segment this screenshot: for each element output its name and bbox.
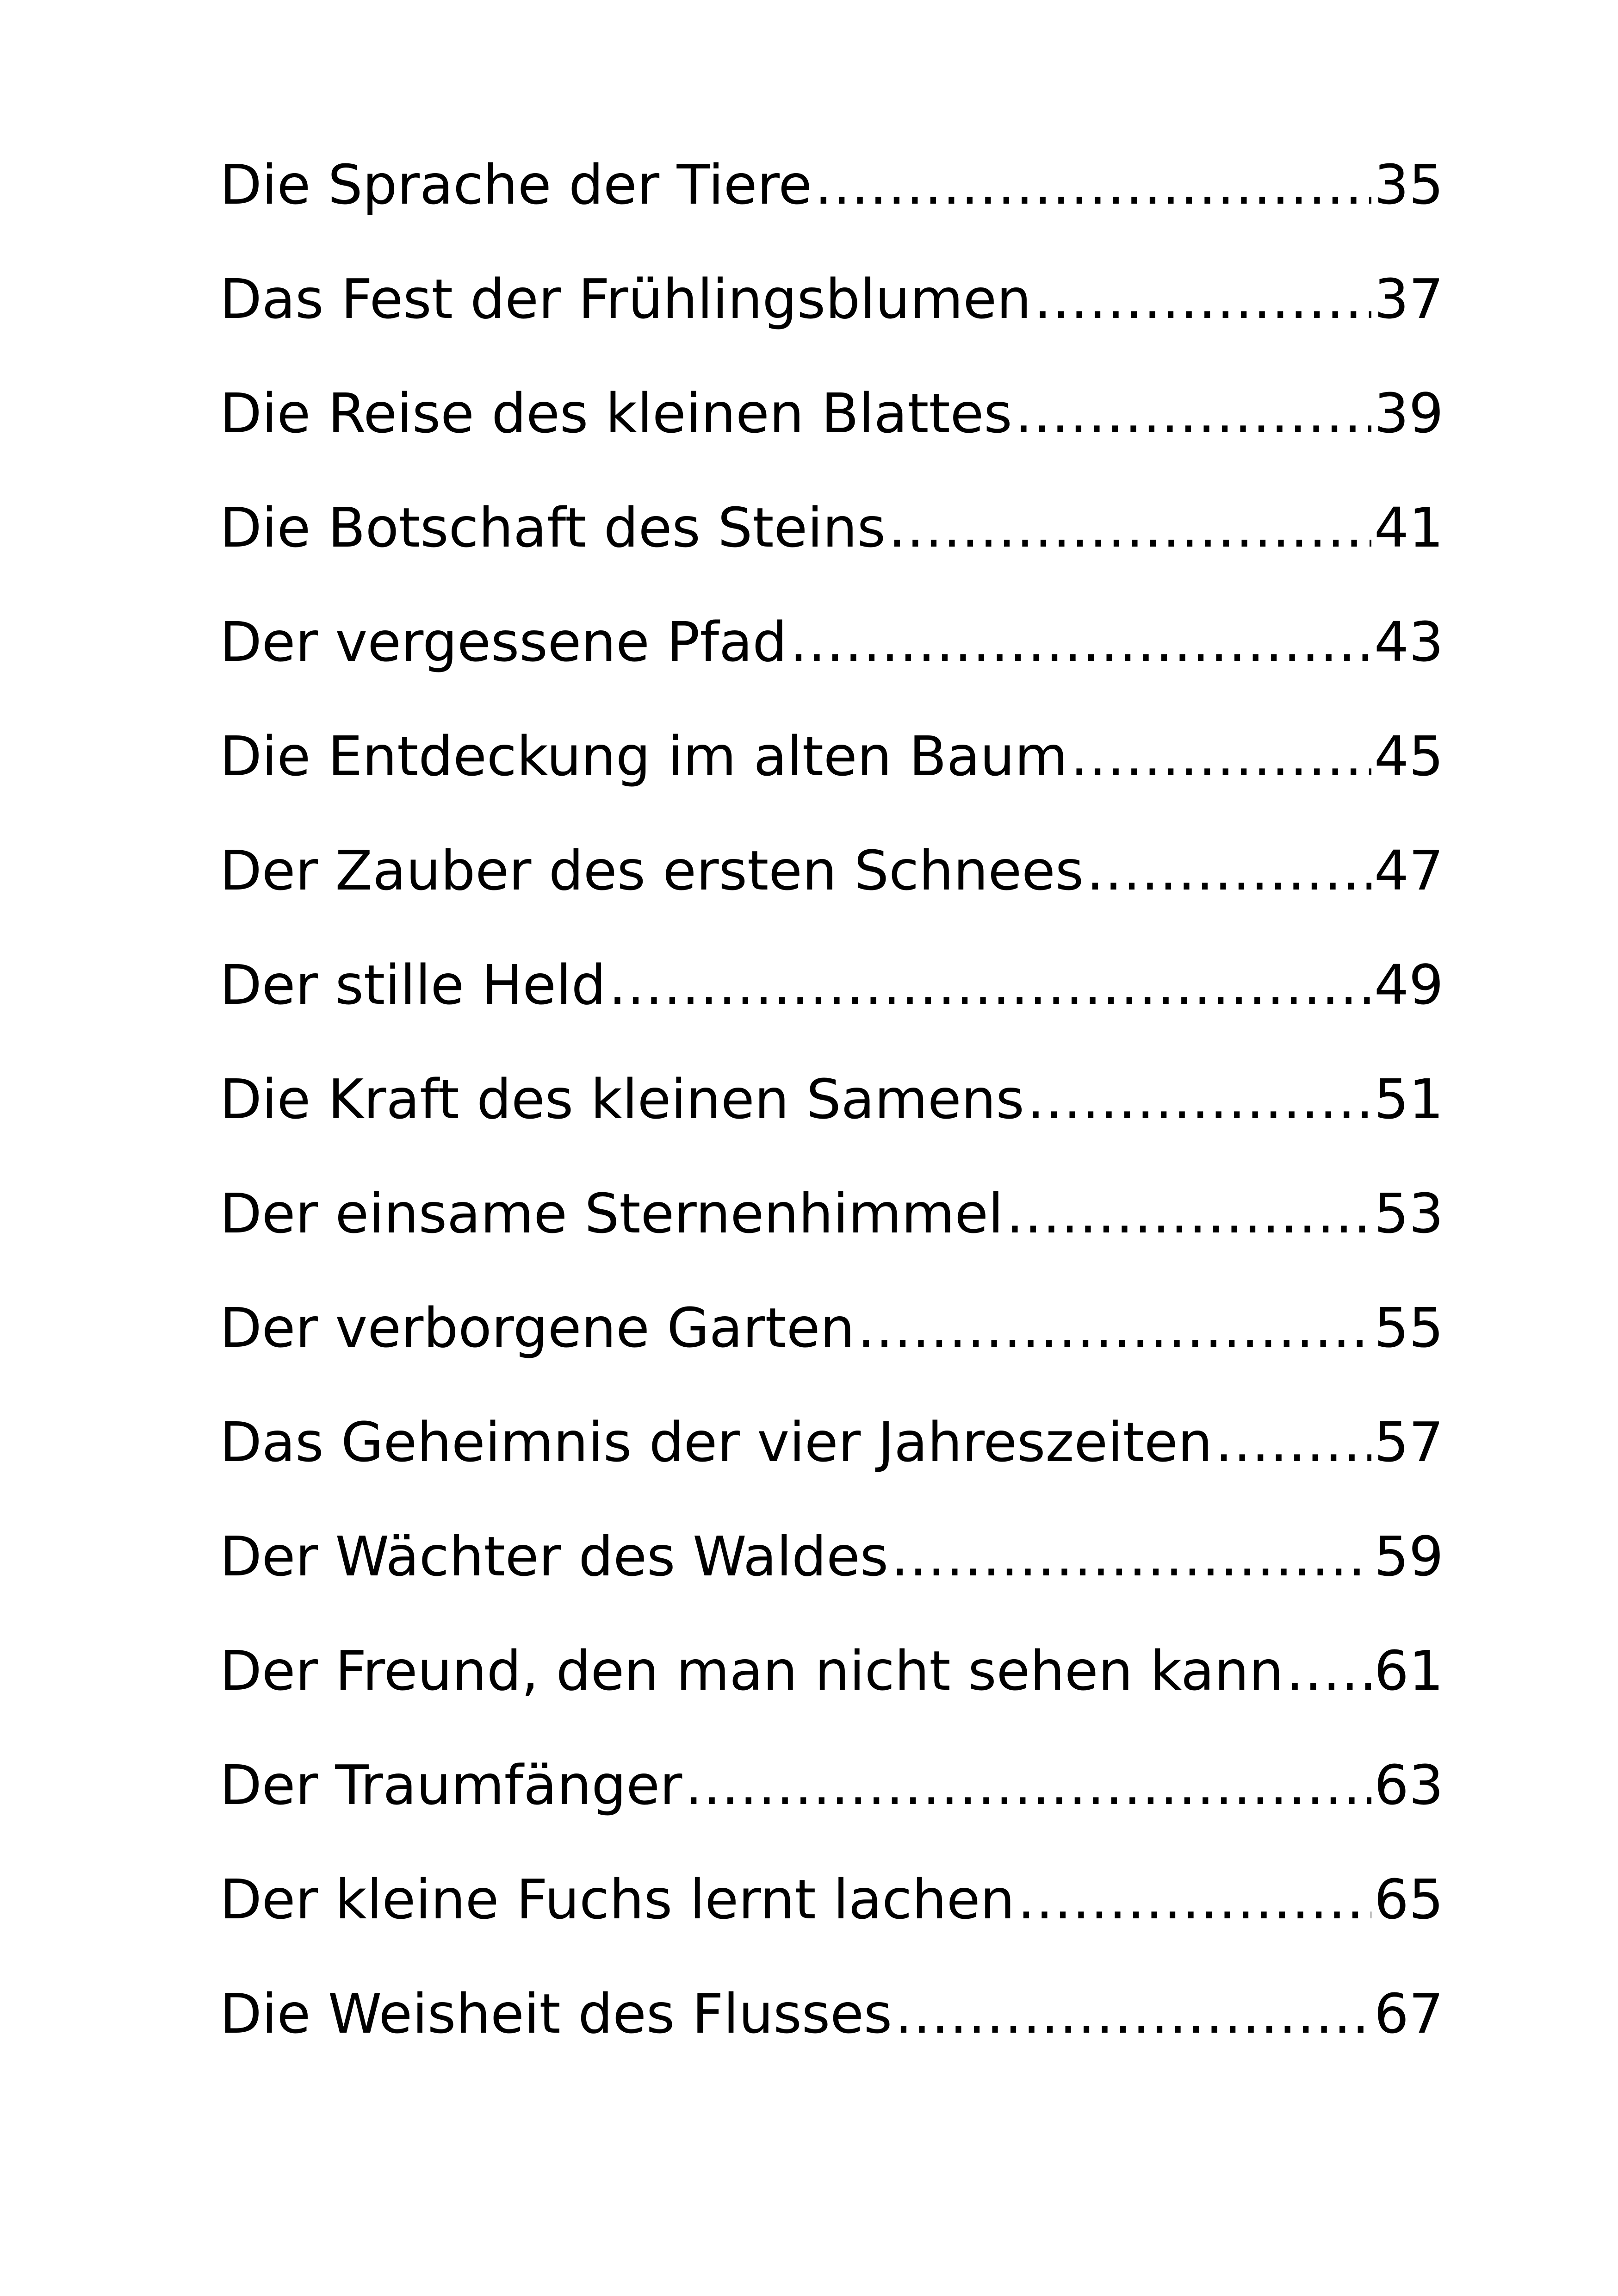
toc-dot-leader bbox=[1071, 729, 1371, 784]
toc-entry-title: Die Sprache der Tiere bbox=[220, 153, 812, 217]
toc-entry-page-number: 51 bbox=[1374, 1067, 1444, 1131]
toc-entry-title: Die Weisheit des Flusses bbox=[220, 1982, 893, 2046]
toc-dot-leader bbox=[1027, 1072, 1371, 1126]
toc-entry bbox=[220, 953, 1444, 1067]
toc-entry bbox=[220, 1753, 1444, 1867]
toc-entry-title: Der verborgene Garten bbox=[220, 1296, 855, 1360]
toc-entry-page-number: 45 bbox=[1374, 724, 1444, 788]
toc-entry-page-number: 67 bbox=[1374, 1982, 1444, 2046]
toc-entry bbox=[220, 1982, 1444, 2096]
toc-entry bbox=[220, 381, 1444, 496]
toc-dot-leader bbox=[895, 1986, 1371, 2041]
table-of-contents bbox=[220, 153, 1444, 2096]
toc-entry-page-number: 57 bbox=[1374, 1410, 1444, 1474]
toc-entry-page-number: 37 bbox=[1374, 267, 1444, 331]
toc-dot-leader bbox=[857, 1300, 1371, 1355]
toc-dot-leader bbox=[609, 958, 1371, 1012]
toc-entry bbox=[220, 610, 1444, 724]
toc-entry-title: Der vergessene Pfad bbox=[220, 610, 787, 674]
toc-entry bbox=[220, 839, 1444, 953]
toc-entry-page-number: 47 bbox=[1374, 839, 1444, 902]
toc-entry-title: Der Freund, den man nicht sehen kann bbox=[220, 1639, 1284, 1703]
toc-entry-page-number: 53 bbox=[1374, 1182, 1444, 1245]
toc-dot-leader bbox=[685, 1758, 1371, 1812]
toc-entry-page-number: 55 bbox=[1374, 1296, 1444, 1360]
toc-entry-page-number: 49 bbox=[1374, 953, 1444, 1017]
toc-entry-page-number: 63 bbox=[1374, 1753, 1444, 1817]
toc-entry-page-number: 41 bbox=[1374, 496, 1444, 560]
toc-dot-leader bbox=[790, 615, 1371, 669]
toc-entry bbox=[220, 496, 1444, 610]
toc-dot-leader bbox=[888, 500, 1371, 555]
toc-dot-leader bbox=[1086, 843, 1371, 898]
toc-entry bbox=[220, 1182, 1444, 1296]
toc-entry-title: Der kleine Fuchs lernt lachen bbox=[220, 1867, 1015, 1931]
toc-entry-title: Der einsame Sternenhimmel bbox=[220, 1182, 1004, 1245]
toc-dot-leader bbox=[1286, 1643, 1371, 1698]
toc-entry-title: Die Kraft des kleinen Samens bbox=[220, 1067, 1024, 1131]
toc-entry-title: Der Traumfänger bbox=[220, 1753, 682, 1817]
toc-entry-title: Die Reise des kleinen Blattes bbox=[220, 381, 1012, 445]
toc-dot-leader bbox=[1015, 386, 1371, 441]
toc-entry bbox=[220, 1867, 1444, 1982]
toc-dot-leader bbox=[1006, 1186, 1371, 1241]
toc-entry bbox=[220, 1296, 1444, 1410]
toc-dot-leader bbox=[891, 1529, 1371, 1584]
toc-entry-title: Die Entdeckung im alten Baum bbox=[220, 724, 1068, 788]
toc-entry bbox=[220, 1524, 1444, 1639]
toc-entry bbox=[220, 1067, 1444, 1182]
toc-dot-leader bbox=[815, 157, 1371, 212]
toc-entry-title: Der stille Held bbox=[220, 953, 606, 1017]
toc-dot-leader bbox=[1017, 1872, 1371, 1927]
toc-entry bbox=[220, 1410, 1444, 1524]
toc-entry-title: Das Geheimnis der vier Jahreszeiten bbox=[220, 1410, 1213, 1474]
toc-entry-page-number: 39 bbox=[1374, 381, 1444, 445]
toc-entry-title: Das Fest der Frühlingsblumen bbox=[220, 267, 1031, 331]
toc-entry bbox=[220, 153, 1444, 267]
toc-entry bbox=[220, 724, 1444, 839]
toc-entry bbox=[220, 267, 1444, 381]
toc-entry-title: Der Zauber des ersten Schnees bbox=[220, 839, 1084, 902]
toc-dot-leader bbox=[1215, 1415, 1371, 1469]
toc-entry bbox=[220, 1639, 1444, 1753]
toc-entry-page-number: 59 bbox=[1374, 1524, 1444, 1588]
toc-entry-page-number: 65 bbox=[1374, 1867, 1444, 1931]
toc-dot-leader bbox=[1034, 272, 1371, 326]
toc-entry-title: Die Botschaft des Steins bbox=[220, 496, 886, 560]
toc-entry-page-number: 61 bbox=[1374, 1639, 1444, 1703]
toc-entry-page-number: 43 bbox=[1374, 610, 1444, 674]
toc-entry-page-number: 35 bbox=[1374, 153, 1444, 217]
toc-entry-title: Der Wächter des Waldes bbox=[220, 1524, 889, 1588]
